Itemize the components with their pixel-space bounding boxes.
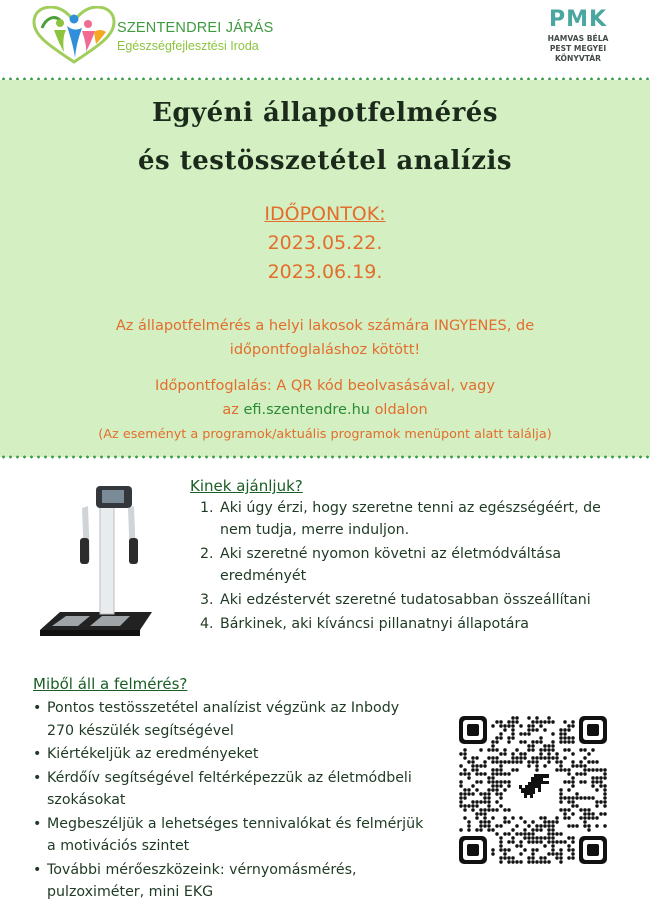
bullet-icon: •: [33, 815, 42, 832]
bullet-icon: •: [33, 861, 42, 878]
free-notice-line2: időpontfoglaláshoz kötött!: [229, 342, 421, 358]
library-name-line: PEST MEGYEI: [549, 44, 607, 53]
survey-list: [33, 697, 425, 905]
brand-subtitle: Egészségfejlesztési Iroda: [117, 39, 259, 53]
dotted-divider: [0, 455, 650, 459]
library-name-line: KÖNYVTÁR: [554, 54, 602, 63]
brand-name: SZENTENDREI JÁRÁS: [117, 20, 274, 36]
bullet-icon: •: [33, 769, 42, 786]
booking-line1: Időpontfoglalás: A QR kód beolvasásával, vagy: [155, 378, 495, 394]
library-name-line: HAMVAS BÉLA: [547, 34, 609, 43]
library-logo-mark: PMK: [548, 7, 608, 32]
list-item: • Megbeszéljük a lehetséges tennivalókat és felmérjük a motivációs szintet: [45, 813, 425, 858]
list-item: 2. Aki szeretné nyomon követni az életmódváltása eredményét: [200, 546, 562, 584]
recommend-title: Kinek ajánljuk?: [190, 477, 303, 495]
header: [0, 0, 650, 80]
date-1: 2023.05.22.: [267, 232, 383, 254]
booking-link[interactable]: efi.szentendre.hu: [243, 402, 370, 418]
list-item: • Kérdőív segítségével feltérképezzük az életmódbeli szokásokat: [45, 767, 425, 812]
list-item: • További mérőeszközeink: vérnyomásmérés, pulzoximéter, mini EKG: [45, 859, 425, 904]
library-logo: [528, 6, 628, 76]
dates-label: IDŐPONTOK:: [264, 203, 386, 225]
list-item: • Pontos testösszetétel analízist végzünk az Inbody 270 készülék segítségével: [45, 697, 425, 742]
survey-title: Miből áll a felmérés?: [33, 675, 188, 693]
list-item: 4. Bárkinek, aki kíváncsi pillanatnyi állapotára: [200, 616, 529, 632]
bullet-icon: •: [33, 746, 42, 762]
bullet-icon: •: [33, 700, 42, 716]
qr-code-icon[interactable]: [459, 716, 607, 864]
body-analyzer-device-icon: [32, 478, 157, 648]
booking-prefix: az: [222, 402, 239, 418]
page-title-line2: és testösszetétel analízis: [137, 146, 513, 176]
booking-line2: [0, 402, 650, 418]
date-2: 2023.06.19.: [267, 261, 383, 283]
list-item: 1. Aki úgy érzi, hogy szeretne tenni az egészségéért, de nem tudja, merre induljon.: [200, 500, 601, 538]
recommend-list: [200, 497, 620, 637]
page-title-line1: Egyéni állapotfelmérés: [152, 98, 498, 128]
list-item: 3. Aki edzéstervét szeretné tudatosabban összeállítani: [200, 592, 591, 608]
list-item: • Kiértékeljük az eredményeket: [45, 743, 425, 766]
free-notice-line1: Az állapotfelmérés a helyi lakosok számára INGYENES, de: [115, 318, 535, 334]
heart-people-logo-icon: [30, 6, 118, 66]
booking-suffix: oldalon: [374, 402, 428, 418]
booking-note: (Az eseményt a programok/aktuális programok menüpont alatt találja): [98, 427, 552, 442]
